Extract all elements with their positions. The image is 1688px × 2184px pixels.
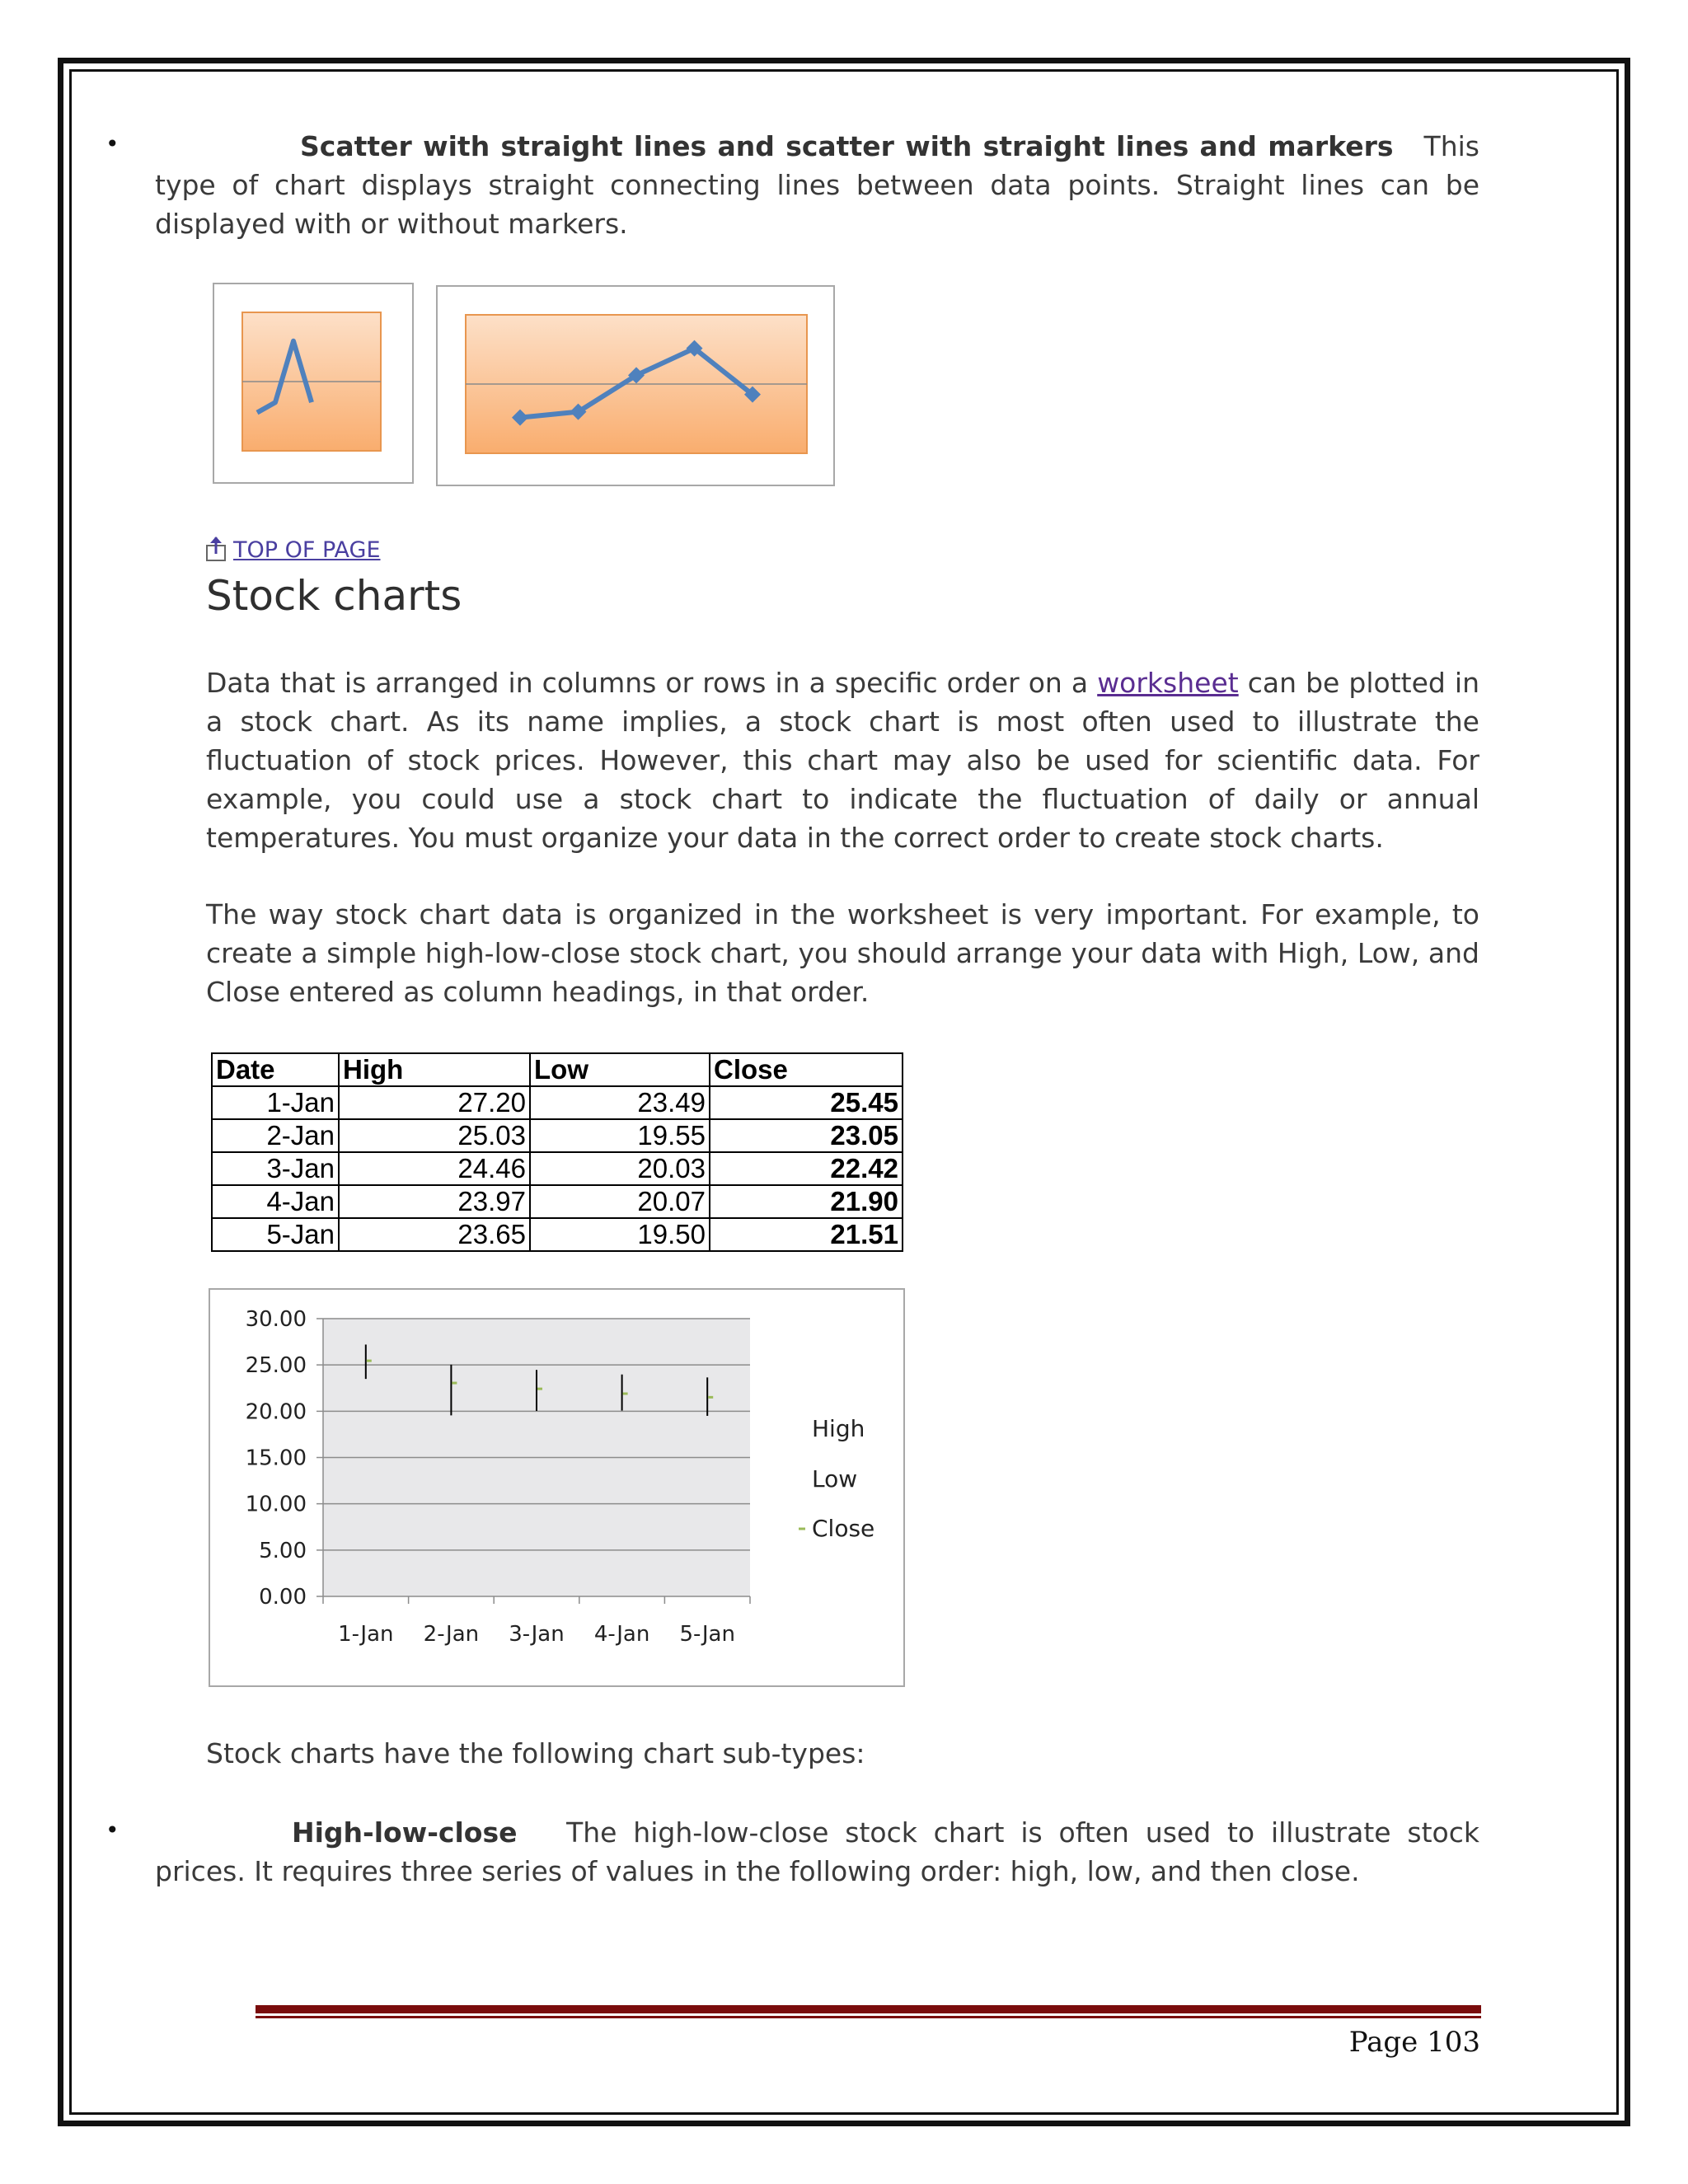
hlc-text: The high-low-close stock chart is often used to illustrate stock prices. It requires three series of values in the following order: high, low, and then close. xyxy=(155,1816,1479,1887)
stock-data-table xyxy=(211,1052,903,1252)
x-tick-label: 2-Jan xyxy=(423,1622,480,1647)
cell-date: 5-Jan xyxy=(212,1218,339,1251)
hlc-paragraph xyxy=(155,1813,1479,1891)
table-row xyxy=(212,1218,903,1251)
cell-high: 24.46 xyxy=(339,1152,530,1185)
cell-low: 20.03 xyxy=(530,1152,710,1185)
y-tick-label: 20.00 xyxy=(245,1399,307,1425)
cell-high: 23.65 xyxy=(339,1218,530,1251)
legend-entry-close: Close xyxy=(812,1515,875,1542)
scatter-lines-chart xyxy=(214,284,412,482)
intro-paragraph xyxy=(206,663,1479,857)
scatter-lines-markers-chart xyxy=(438,287,833,485)
cell-close: 21.51 xyxy=(710,1218,903,1251)
cell-close: 23.05 xyxy=(710,1119,903,1152)
cell-close: 22.42 xyxy=(710,1152,903,1185)
cell-low: 20.07 xyxy=(530,1185,710,1218)
header-date: Date xyxy=(212,1053,339,1086)
header-low: Low xyxy=(530,1053,710,1086)
table-row xyxy=(212,1185,903,1218)
y-tick-label: 25.00 xyxy=(245,1353,307,1379)
y-tick-label: 5.00 xyxy=(259,1538,307,1563)
organization-paragraph: The way stock chart data is organized in the worksheet is very important. For example, to create a simple high-low-close stock chart, you should arrange your data with High, Low, and Close entered as column headings, in that order. xyxy=(206,898,1479,1008)
cell-date: 2-Jan xyxy=(212,1119,339,1152)
cell-close: 25.45 xyxy=(710,1086,903,1119)
cell-low: 19.50 xyxy=(530,1218,710,1251)
x-tick-label: 5-Jan xyxy=(679,1622,735,1647)
cell-date: 1-Jan xyxy=(212,1086,339,1119)
worksheet-link[interactable]: worksheet xyxy=(1097,667,1239,699)
x-tick-label: 3-Jan xyxy=(509,1622,565,1647)
scatter-paragraph xyxy=(155,127,1479,243)
hlc-title: High-low-close xyxy=(292,1816,518,1849)
bullet-scatter: • xyxy=(106,130,120,157)
x-tick-label: 1-Jan xyxy=(338,1622,394,1647)
legend-entry-low: Low xyxy=(812,1465,858,1493)
legend-entry-high: High xyxy=(812,1415,865,1442)
scatter-lines-thumbnail xyxy=(213,283,414,484)
scatter-title: Scatter with straight lines and scatter with straight lines and markers xyxy=(300,130,1394,162)
intro-text-end: can be plotted in a stock chart. As its name implies, a stock chart is most often used to illustrate the fluctuation of stock prices. However, this chart may also be used for scientific data. For example, you could use a stock chart to indicate the fluctuation of daily or annual temperatures. You must organize your data in the correct order to create stock charts. xyxy=(206,667,1479,854)
cell-low: 23.49 xyxy=(530,1086,710,1119)
cell-date: 4-Jan xyxy=(212,1185,339,1218)
cell-high: 27.20 xyxy=(339,1086,530,1119)
cell-high: 23.97 xyxy=(339,1185,530,1218)
cell-date: 3-Jan xyxy=(212,1152,339,1185)
bullet-hlc: • xyxy=(106,1816,120,1844)
y-tick-label: 10.00 xyxy=(245,1492,307,1517)
table-header-row xyxy=(212,1053,903,1086)
y-tick-label: 0.00 xyxy=(259,1585,307,1610)
x-tick-label: 4-Jan xyxy=(593,1622,650,1647)
table-row xyxy=(212,1086,903,1119)
top-of-page-link[interactable]: TOP OF PAGE xyxy=(233,537,381,563)
section-heading: Stock charts xyxy=(206,572,462,620)
y-tick-label: 15.00 xyxy=(245,1446,307,1471)
cell-low: 19.55 xyxy=(530,1119,710,1152)
table-row xyxy=(212,1119,903,1152)
y-tick-label: 30.00 xyxy=(245,1307,307,1332)
table-row xyxy=(212,1152,903,1185)
stock-chart xyxy=(210,1290,903,1685)
subtypes-paragraph: Stock charts have the following chart sub-types: xyxy=(206,1737,865,1769)
top-of-page-icon xyxy=(205,536,227,562)
stock-chart-container xyxy=(209,1288,905,1687)
intro-text-start: Data that is arranged in columns or rows in a specific order on a xyxy=(206,667,1098,699)
cell-high: 25.03 xyxy=(339,1119,530,1152)
header-close: Close xyxy=(710,1053,903,1086)
footer-rule-thin xyxy=(256,2016,1481,2018)
page-number: Page 103 xyxy=(1348,2026,1480,2059)
cell-close: 21.90 xyxy=(710,1185,903,1218)
scatter-text: This type of chart displays straight connecting lines between data points. Straight lines can be displayed with or without markers. xyxy=(155,130,1479,240)
header-high: High xyxy=(339,1053,530,1086)
footer-rule-thick xyxy=(256,2005,1481,2013)
scatter-lines-markers-thumbnail xyxy=(436,285,835,486)
